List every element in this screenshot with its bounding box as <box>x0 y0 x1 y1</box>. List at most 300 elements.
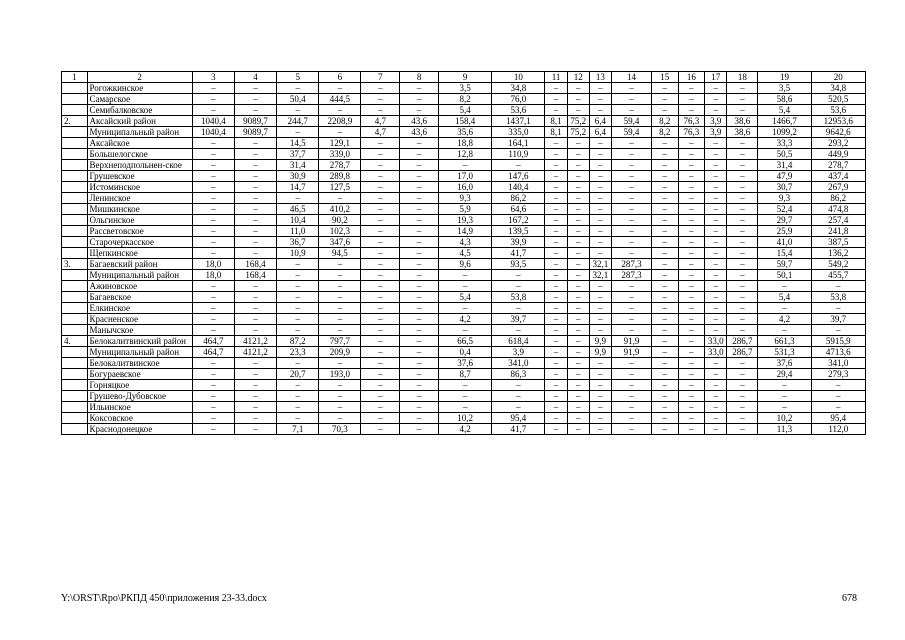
value-cell: 287,3 <box>611 259 651 270</box>
value-cell: 797,7 <box>319 336 361 347</box>
value-cell: – <box>400 160 439 171</box>
value-cell: – <box>361 215 400 226</box>
value-cell: – <box>439 160 492 171</box>
value-cell: 9,9 <box>589 336 611 347</box>
value-cell: – <box>361 94 400 105</box>
value-cell: – <box>705 380 727 391</box>
value-cell: – <box>319 259 361 270</box>
value-cell: – <box>361 149 400 160</box>
value-cell: 209,9 <box>319 347 361 358</box>
value-cell: – <box>651 325 678 336</box>
value-cell: – <box>811 391 865 402</box>
value-cell: – <box>234 215 276 226</box>
value-cell: – <box>678 105 705 116</box>
value-cell: – <box>611 303 651 314</box>
row-label-cell: Щепкинское <box>87 248 192 259</box>
value-cell: – <box>545 391 567 402</box>
value-cell: – <box>611 105 651 116</box>
value-cell: – <box>439 402 492 413</box>
value-cell: – <box>277 193 319 204</box>
value-cell: – <box>400 171 439 182</box>
row-label-cell: Белокалитвинское <box>87 358 192 369</box>
value-cell: – <box>567 347 589 358</box>
table-row <box>62 391 866 402</box>
value-cell: – <box>545 83 567 94</box>
value-cell: – <box>492 281 545 292</box>
value-cell: – <box>192 391 234 402</box>
value-cell: – <box>361 413 400 424</box>
value-cell: – <box>361 171 400 182</box>
value-cell: 75,2 <box>567 127 589 138</box>
value-cell: – <box>361 325 400 336</box>
value-cell: – <box>545 402 567 413</box>
row-label-cell: Грушевское <box>87 171 192 182</box>
value-cell: – <box>651 105 678 116</box>
column-header: 2 <box>87 72 192 83</box>
value-cell: – <box>234 149 276 160</box>
value-cell: – <box>277 303 319 314</box>
table-row <box>62 248 866 259</box>
value-cell: – <box>567 204 589 215</box>
value-cell: – <box>678 259 705 270</box>
value-cell: 474,8 <box>811 204 865 215</box>
value-cell: – <box>192 215 234 226</box>
value-cell: 287,3 <box>611 270 651 281</box>
value-cell: – <box>319 413 361 424</box>
value-cell: – <box>277 292 319 303</box>
value-cell: – <box>234 413 276 424</box>
value-cell: – <box>589 292 611 303</box>
value-cell: – <box>651 215 678 226</box>
value-cell: – <box>277 270 319 281</box>
value-cell: – <box>678 248 705 259</box>
value-cell: – <box>727 391 758 402</box>
value-cell: 387,5 <box>811 237 865 248</box>
value-cell: – <box>611 369 651 380</box>
value-cell: – <box>567 138 589 149</box>
value-cell: – <box>400 94 439 105</box>
value-cell: 70,3 <box>319 424 361 435</box>
value-cell: – <box>234 281 276 292</box>
value-cell: – <box>492 402 545 413</box>
value-cell: – <box>651 149 678 160</box>
value-cell: – <box>567 105 589 116</box>
value-cell: – <box>545 226 567 237</box>
value-cell: 75,2 <box>567 116 589 127</box>
value-cell: – <box>567 413 589 424</box>
value-cell: – <box>400 204 439 215</box>
row-number-cell <box>62 369 88 380</box>
value-cell: – <box>234 138 276 149</box>
value-cell: 7,1 <box>277 424 319 435</box>
value-cell: 455,7 <box>811 270 865 281</box>
value-cell: – <box>758 281 811 292</box>
value-cell: – <box>234 171 276 182</box>
value-cell: – <box>705 248 727 259</box>
value-cell: – <box>611 215 651 226</box>
value-cell: – <box>400 380 439 391</box>
value-cell: 464,7 <box>192 347 234 358</box>
value-cell: – <box>705 182 727 193</box>
value-cell: – <box>651 182 678 193</box>
value-cell: 18,8 <box>439 138 492 149</box>
row-label-cell: Ажиновское <box>87 281 192 292</box>
value-cell: 11,0 <box>277 226 319 237</box>
value-cell: – <box>234 369 276 380</box>
value-cell: 37,6 <box>439 358 492 369</box>
value-cell: – <box>651 237 678 248</box>
value-cell: – <box>678 413 705 424</box>
value-cell: – <box>611 160 651 171</box>
value-cell: 4,2 <box>758 314 811 325</box>
value-cell: 9089,7 <box>234 116 276 127</box>
value-cell: – <box>567 369 589 380</box>
value-cell: 5,9 <box>439 204 492 215</box>
value-cell: – <box>234 314 276 325</box>
table-row <box>62 193 866 204</box>
value-cell: – <box>705 292 727 303</box>
value-cell: – <box>400 226 439 237</box>
value-cell: – <box>400 347 439 358</box>
value-cell: – <box>567 358 589 369</box>
value-cell: 279,3 <box>811 369 865 380</box>
value-cell: – <box>361 160 400 171</box>
value-cell: – <box>589 248 611 259</box>
value-cell: – <box>727 413 758 424</box>
value-cell: – <box>192 226 234 237</box>
value-cell: 41,7 <box>492 248 545 259</box>
value-cell: – <box>705 259 727 270</box>
value-cell: 6,4 <box>589 116 611 127</box>
value-cell: – <box>192 281 234 292</box>
value-cell: – <box>758 325 811 336</box>
value-cell: 464,7 <box>192 336 234 347</box>
value-cell: – <box>545 358 567 369</box>
value-cell: – <box>705 303 727 314</box>
value-cell: – <box>678 94 705 105</box>
value-cell: 286,7 <box>727 347 758 358</box>
value-cell: 23,3 <box>277 347 319 358</box>
table-row <box>62 127 866 138</box>
value-cell: – <box>234 105 276 116</box>
row-label-cell: Ленинское <box>87 193 192 204</box>
row-number-cell <box>62 193 88 204</box>
value-cell: – <box>492 160 545 171</box>
value-cell: – <box>651 226 678 237</box>
row-label-cell: Рассветовское <box>87 226 192 237</box>
value-cell: – <box>651 171 678 182</box>
row-label-cell: Коксовское <box>87 413 192 424</box>
table-row <box>62 314 866 325</box>
value-cell: – <box>651 193 678 204</box>
value-cell: – <box>400 369 439 380</box>
value-cell: – <box>727 402 758 413</box>
value-cell: – <box>234 182 276 193</box>
row-number-cell <box>62 171 88 182</box>
value-cell: – <box>567 160 589 171</box>
table-row <box>62 94 866 105</box>
value-cell: 339,0 <box>319 149 361 160</box>
value-cell: 86,2 <box>811 193 865 204</box>
value-cell: 241,8 <box>811 226 865 237</box>
value-cell: – <box>567 237 589 248</box>
value-cell: – <box>589 358 611 369</box>
value-cell: – <box>678 193 705 204</box>
value-cell: – <box>192 149 234 160</box>
value-cell: 267,9 <box>811 182 865 193</box>
value-cell: – <box>361 259 400 270</box>
row-label-cell: Ольгинское <box>87 215 192 226</box>
value-cell: – <box>758 402 811 413</box>
value-cell: – <box>727 259 758 270</box>
value-cell: – <box>192 292 234 303</box>
value-cell: 341,0 <box>492 358 545 369</box>
value-cell: – <box>400 281 439 292</box>
value-cell: 43,6 <box>400 127 439 138</box>
value-cell: – <box>400 193 439 204</box>
value-cell: 437,4 <box>811 171 865 182</box>
value-cell: – <box>678 380 705 391</box>
value-cell: – <box>192 237 234 248</box>
value-cell: – <box>400 237 439 248</box>
value-cell: – <box>319 325 361 336</box>
value-cell: – <box>361 83 400 94</box>
column-header: 14 <box>611 72 651 83</box>
value-cell: – <box>234 204 276 215</box>
value-cell: – <box>192 171 234 182</box>
row-number-cell <box>62 347 88 358</box>
row-label-cell: Муниципальный район <box>87 127 192 138</box>
column-header: 4 <box>234 72 276 83</box>
value-cell: – <box>192 182 234 193</box>
value-cell: – <box>727 237 758 248</box>
value-cell: – <box>567 314 589 325</box>
value-cell: – <box>678 391 705 402</box>
value-cell: 41,0 <box>758 237 811 248</box>
value-cell: 53,6 <box>811 105 865 116</box>
value-cell: 168,4 <box>234 270 276 281</box>
row-number-cell <box>62 402 88 413</box>
table-body <box>62 72 866 435</box>
value-cell: 4,7 <box>361 127 400 138</box>
value-cell: 8,2 <box>651 116 678 127</box>
value-cell: 5,4 <box>439 105 492 116</box>
value-cell: – <box>727 325 758 336</box>
value-cell: – <box>589 237 611 248</box>
value-cell: 39,7 <box>811 314 865 325</box>
value-cell: – <box>678 369 705 380</box>
value-cell: – <box>361 237 400 248</box>
value-cell: 4,3 <box>439 237 492 248</box>
value-cell: 43,6 <box>400 116 439 127</box>
value-cell: 76,3 <box>678 127 705 138</box>
value-cell: 257,4 <box>811 215 865 226</box>
value-cell: – <box>589 215 611 226</box>
value-cell: – <box>567 149 589 160</box>
value-cell: 168,4 <box>234 259 276 270</box>
value-cell: – <box>727 424 758 435</box>
value-cell: – <box>651 314 678 325</box>
value-cell: 66,5 <box>439 336 492 347</box>
value-cell: 31,4 <box>758 160 811 171</box>
row-label-cell: Елкинское <box>87 303 192 314</box>
value-cell: – <box>361 204 400 215</box>
value-cell: – <box>192 380 234 391</box>
value-cell: – <box>545 281 567 292</box>
column-header: 9 <box>439 72 492 83</box>
value-cell: 11,3 <box>758 424 811 435</box>
column-header: 13 <box>589 72 611 83</box>
value-cell: – <box>400 402 439 413</box>
value-cell: – <box>400 303 439 314</box>
value-cell: 9,9 <box>589 347 611 358</box>
value-cell: – <box>705 424 727 435</box>
value-cell: – <box>705 358 727 369</box>
value-cell: 31,4 <box>277 160 319 171</box>
value-cell: – <box>234 391 276 402</box>
value-cell: – <box>400 391 439 402</box>
value-cell: – <box>678 182 705 193</box>
row-number-cell <box>62 325 88 336</box>
page-number: 678 <box>842 593 857 604</box>
value-cell: – <box>678 314 705 325</box>
value-cell: – <box>611 149 651 160</box>
value-cell: – <box>678 347 705 358</box>
value-cell: – <box>361 336 400 347</box>
row-label-cell: Семибалковское <box>87 105 192 116</box>
value-cell: – <box>492 303 545 314</box>
value-cell: – <box>319 292 361 303</box>
value-cell: 139,5 <box>492 226 545 237</box>
value-cell: – <box>234 424 276 435</box>
value-cell: – <box>589 380 611 391</box>
value-cell: – <box>567 391 589 402</box>
row-number-cell <box>62 138 88 149</box>
value-cell: 4713,6 <box>811 347 865 358</box>
value-cell: – <box>705 160 727 171</box>
value-cell: – <box>439 270 492 281</box>
value-cell: 0,4 <box>439 347 492 358</box>
value-cell: 37,6 <box>758 358 811 369</box>
value-cell: 1040,4 <box>192 116 234 127</box>
value-cell: – <box>277 314 319 325</box>
row-number-cell: 4. <box>62 336 88 347</box>
value-cell: 33,0 <box>705 336 727 347</box>
value-cell: 52,4 <box>758 204 811 215</box>
value-cell: 449,9 <box>811 149 865 160</box>
value-cell: – <box>678 237 705 248</box>
value-cell: – <box>319 314 361 325</box>
value-cell: 3,5 <box>439 83 492 94</box>
value-cell: 4121,2 <box>234 347 276 358</box>
value-cell: 167,2 <box>492 215 545 226</box>
value-cell: 18,0 <box>192 259 234 270</box>
value-cell: 4,2 <box>439 424 492 435</box>
value-cell: – <box>400 413 439 424</box>
value-cell: – <box>758 380 811 391</box>
value-cell: 618,4 <box>492 336 545 347</box>
value-cell: – <box>651 248 678 259</box>
value-cell: – <box>361 248 400 259</box>
row-label-cell: Большелогское <box>87 149 192 160</box>
value-cell: 549,2 <box>811 259 865 270</box>
value-cell: 410,2 <box>319 204 361 215</box>
value-cell: – <box>589 138 611 149</box>
value-cell: 4,2 <box>439 314 492 325</box>
row-number-cell <box>62 204 88 215</box>
value-cell: 102,3 <box>319 226 361 237</box>
row-number-cell <box>62 215 88 226</box>
value-cell: – <box>277 358 319 369</box>
value-cell: – <box>567 281 589 292</box>
value-cell: – <box>545 149 567 160</box>
value-cell: 86,3 <box>492 369 545 380</box>
value-cell: 5915,9 <box>811 336 865 347</box>
value-cell: – <box>678 424 705 435</box>
value-cell: 147,6 <box>492 171 545 182</box>
value-cell: 17,0 <box>439 171 492 182</box>
value-cell: – <box>705 204 727 215</box>
value-cell: – <box>651 281 678 292</box>
value-cell: 35,6 <box>439 127 492 138</box>
row-number-cell <box>62 94 88 105</box>
table-row <box>62 413 866 424</box>
table-row <box>62 215 866 226</box>
value-cell: – <box>361 226 400 237</box>
value-cell: 15,4 <box>758 248 811 259</box>
value-cell: – <box>611 391 651 402</box>
value-cell: 6,4 <box>589 127 611 138</box>
value-cell: – <box>727 226 758 237</box>
value-cell: – <box>361 391 400 402</box>
value-cell: – <box>277 380 319 391</box>
value-cell: – <box>705 138 727 149</box>
value-cell: 293,2 <box>811 138 865 149</box>
value-cell: 10,2 <box>758 413 811 424</box>
value-cell: – <box>611 182 651 193</box>
value-cell: – <box>400 105 439 116</box>
value-cell: – <box>567 215 589 226</box>
value-cell: – <box>589 391 611 402</box>
value-cell: – <box>400 149 439 160</box>
value-cell: – <box>611 138 651 149</box>
row-label-cell: Верхнеподпольнен-ское <box>87 160 192 171</box>
value-cell: 112,0 <box>811 424 865 435</box>
column-header: 18 <box>727 72 758 83</box>
value-cell: – <box>400 336 439 347</box>
value-cell: – <box>277 402 319 413</box>
column-header: 1 <box>62 72 88 83</box>
value-cell: – <box>705 281 727 292</box>
value-cell: 91,9 <box>611 336 651 347</box>
value-cell: – <box>439 325 492 336</box>
value-cell: – <box>319 303 361 314</box>
value-cell: – <box>811 380 865 391</box>
value-cell: 3,9 <box>705 127 727 138</box>
value-cell: – <box>651 391 678 402</box>
value-cell: – <box>705 270 727 281</box>
value-cell: – <box>545 138 567 149</box>
value-cell: – <box>727 105 758 116</box>
row-number-cell <box>62 413 88 424</box>
value-cell: 29,4 <box>758 369 811 380</box>
value-cell: – <box>678 138 705 149</box>
value-cell: – <box>439 303 492 314</box>
value-cell: – <box>400 259 439 270</box>
table-row <box>62 347 866 358</box>
value-cell: – <box>651 94 678 105</box>
row-number-cell <box>62 380 88 391</box>
